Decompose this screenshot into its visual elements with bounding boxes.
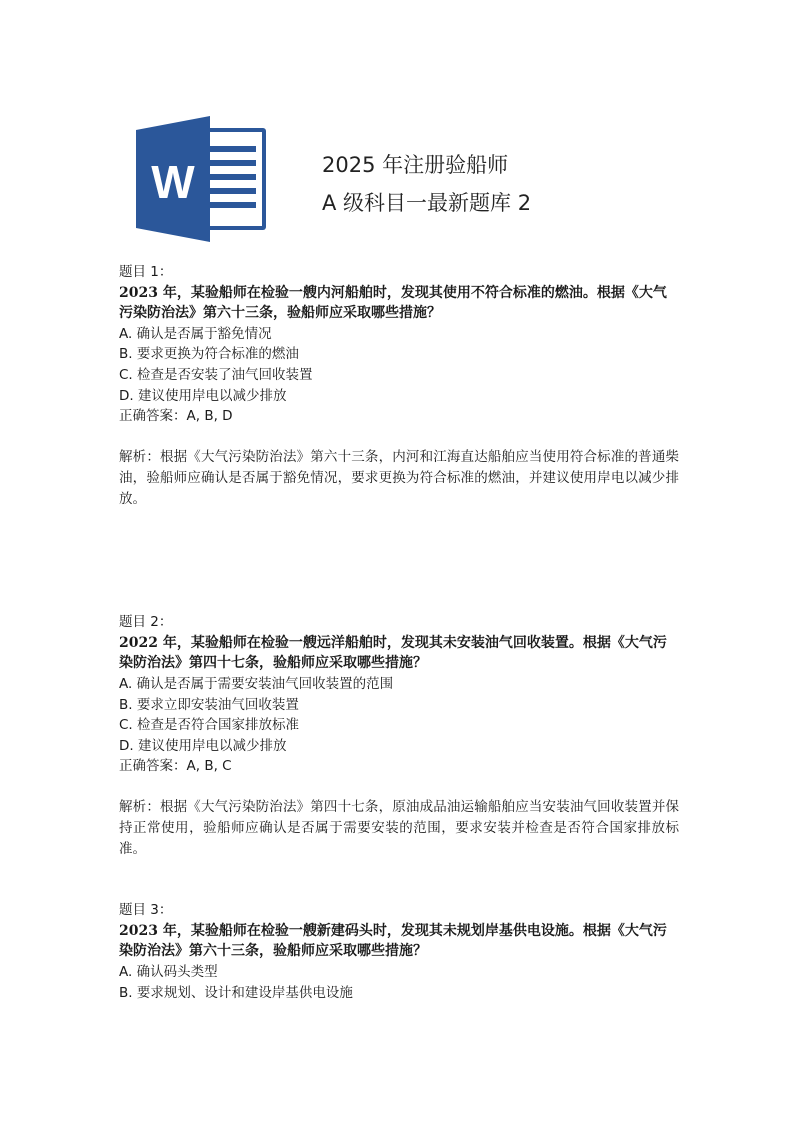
option-c: C. 检查是否符合国家排放标准 (119, 717, 300, 734)
question-list (119, 262, 679, 1003)
option-b: B. 要求立即安装油气回收装置 (119, 696, 299, 713)
option-a: A. 确认是否属于豁免情况 (119, 325, 272, 342)
question-1 (119, 262, 679, 509)
correct-answer: 正确答案：A, B, C (119, 758, 232, 775)
option-b: B. 要求更换为符合标准的燃油 (119, 346, 299, 363)
question-label: 题目 1： (119, 264, 173, 280)
question-3 (119, 900, 679, 1003)
question-label: 题目 2： (119, 614, 173, 631)
correct-answer: 正确答案：A, B, D (119, 408, 233, 425)
option-b: B. 要求规划、设计和建设岸基供电设施 (119, 984, 353, 1001)
explanation: 解析：根据《大气污染防治法》第四十七条，原油成品油运输船舶应当安装油气回收装置并保持正常使用，验船师应确认是否属于需要安装的范围，要求安装并检查是否符合国家排放标准。 (119, 799, 679, 857)
question-2 (119, 612, 679, 859)
option-d: D. 建议使用岸电以减少排放 (119, 737, 287, 754)
option-a: A. 确认是否属于需要安装油气回收装置的范围 (119, 675, 394, 692)
question-stem: 2023 年，某验船师在检验一艘内河船舶时，发现其使用不符合标准的燃油。根据《大气污染防治法》第六十三条，验船师应采取哪些措施？ (119, 284, 667, 322)
option-c: C. 检查是否安装了油气回收装置 (119, 366, 313, 383)
explanation: 解析：根据《大气污染防治法》第六十三条，内河和江海直达船舶应当使用符合标准的普通柴油，验船师应确认是否属于豁免情况，要求更换为符合标准的燃油，并建议使用岸电以减少排放。 (119, 449, 679, 507)
logo-letter: W (151, 156, 195, 208)
question-stem: 2023 年，某验船师在检验一艘新建码头时，发现其未规划岸基供电设施。根据《大气污染防治法》第六十三条，验船师应采取哪些措施？ (119, 922, 667, 960)
word-logo-icon (136, 116, 268, 242)
question-stem: 2022 年，某验船师在检验一艘远洋船舶时，发现其未安装油气回收装置。根据《大气污染防治法》第四十七条，验船师应采取哪些措施？ (119, 634, 667, 672)
question-label: 题目 3： (119, 902, 173, 919)
document-title (322, 146, 531, 222)
title-line-1: 2025 年注册验船师 (322, 153, 509, 177)
option-d: D. 建议使用岸电以减少排放 (119, 387, 287, 404)
title-line-2: A 级科目一最新题库 2 (322, 191, 532, 215)
option-a: A. 确认码头类型 (119, 964, 218, 981)
